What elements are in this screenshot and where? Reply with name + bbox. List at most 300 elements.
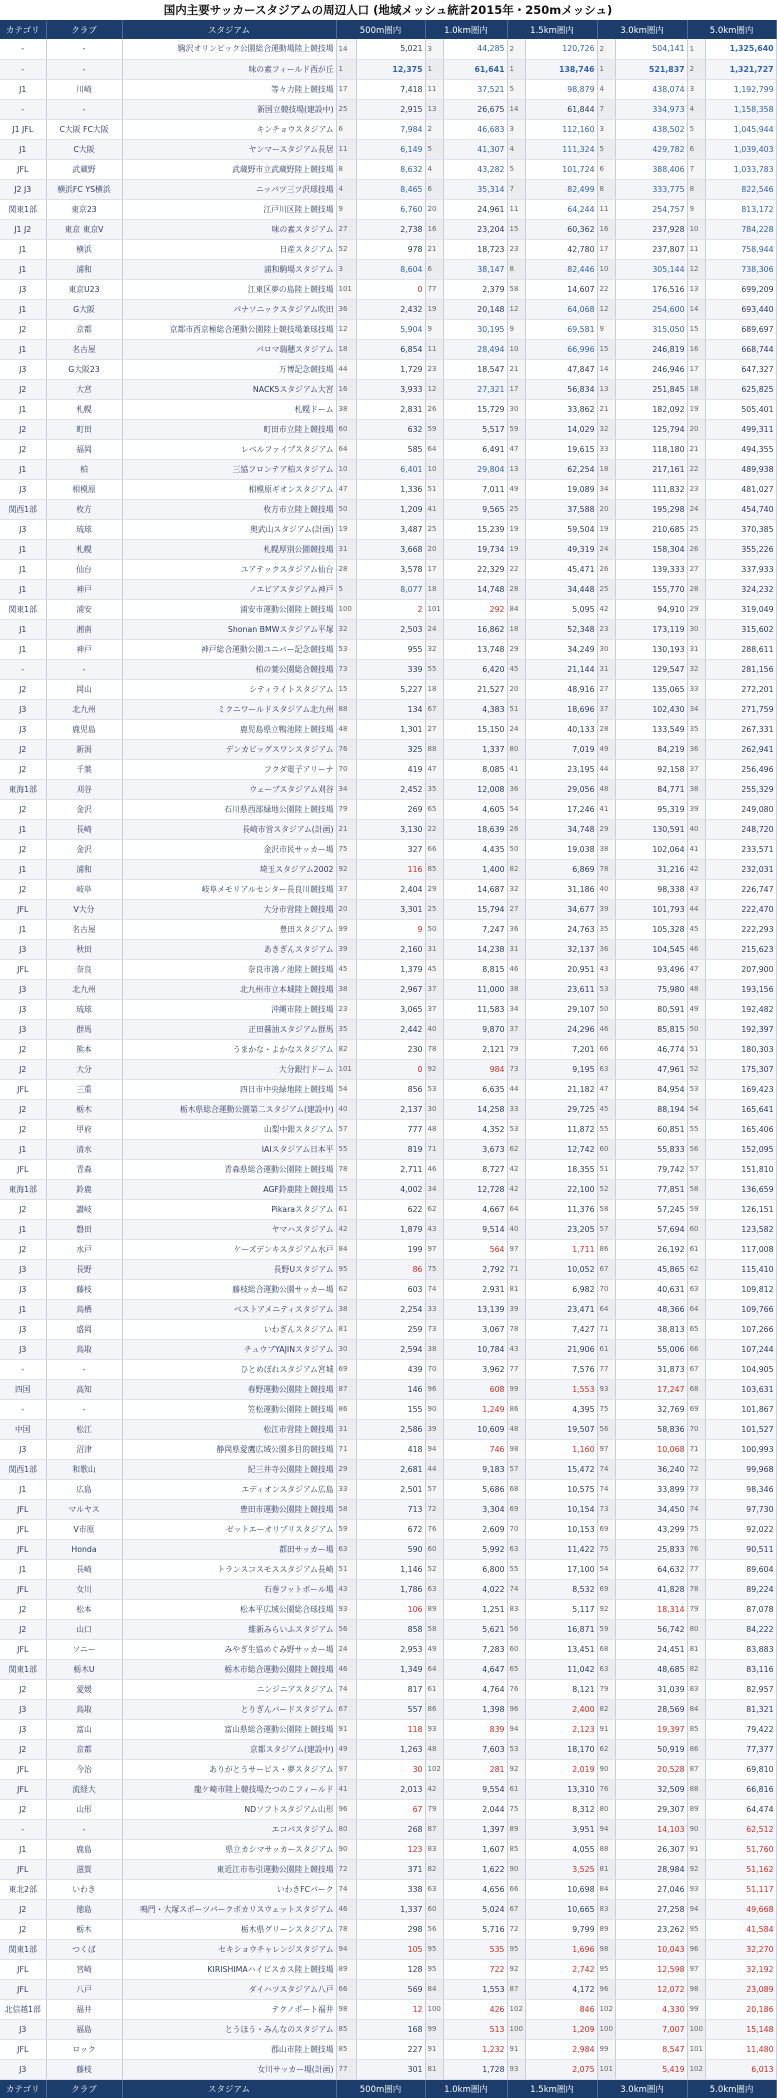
table-row [0, 459, 776, 479]
rank-cell: 21 [507, 359, 525, 379]
header-col-7: 5.0km圏内 [687, 20, 776, 39]
club-cell: 藤枝 [46, 2059, 122, 2079]
population-cell: 14,029 [525, 419, 597, 439]
rank-cell: 64 [336, 439, 356, 459]
population-cell: 693,440 [705, 299, 776, 319]
category-cell: JFL [0, 899, 46, 919]
population-cell: 81,321 [705, 1699, 776, 1719]
population-cell: 338 [356, 1879, 425, 1899]
population-cell: 14,103 [615, 1819, 687, 1839]
population-cell: 14,238 [443, 939, 507, 959]
club-cell: 水戸 [46, 1239, 122, 1259]
population-cell: 165,406 [705, 1119, 776, 1139]
population-cell: 4,330 [615, 1999, 687, 2019]
rank-cell: 88 [687, 1779, 705, 1799]
population-cell: 505,401 [705, 399, 776, 419]
population-cell: 8,547 [615, 2039, 687, 2059]
population-cell: 117,008 [705, 1239, 776, 1259]
population-cell: 93,496 [615, 959, 687, 979]
rank-cell: 3 [425, 39, 443, 59]
category-cell: J2 [0, 1239, 46, 1259]
population-cell: 647,327 [705, 359, 776, 379]
population-cell: 2,019 [525, 1759, 597, 1779]
population-cell: 34,748 [525, 819, 597, 839]
table-row [0, 359, 776, 379]
table-row [0, 1579, 776, 1599]
stadium-cell: 栃木県総合運動公園第二スタジアム(建設中) [122, 1099, 336, 1119]
rank-cell: 27 [597, 679, 615, 699]
rank-cell: 26 [507, 819, 525, 839]
club-cell: 北九州 [46, 979, 122, 999]
rank-cell: 101 [687, 2039, 705, 2059]
stadium-cell: 札幌厚別公園競技場 [122, 539, 336, 559]
rank-cell: 26 [425, 399, 443, 419]
population-cell: 11,422 [525, 1539, 597, 1559]
population-cell: 758,944 [705, 239, 776, 259]
rank-cell: 25 [425, 899, 443, 919]
rank-cell: 36 [507, 779, 525, 799]
population-cell: 1,553 [443, 1979, 507, 1999]
stadium-cell: 相模原ギオンスタジアム [122, 479, 336, 499]
population-cell: 5,227 [356, 679, 425, 699]
rank-cell: 80 [687, 1619, 705, 1639]
table-row [0, 1319, 776, 1339]
population-cell: 4,383 [443, 699, 507, 719]
rank-cell: 27 [425, 719, 443, 739]
category-cell: J1 [0, 619, 46, 639]
population-cell: 5,621 [443, 1619, 507, 1639]
rank-cell: 52 [687, 1059, 705, 1079]
club-cell: 福岡 [46, 439, 122, 459]
population-cell: 12,742 [525, 1139, 597, 1159]
population-cell: 846 [525, 1999, 597, 2019]
population-cell: 564 [443, 1239, 507, 1259]
population-cell: 454,740 [705, 499, 776, 519]
category-cell: J3 [0, 1699, 46, 1719]
table-row [0, 1599, 776, 1619]
population-cell: 262,941 [705, 739, 776, 759]
population-cell: 60,362 [525, 219, 597, 239]
rank-cell: 37 [425, 979, 443, 999]
stadium-cell: ミクニワールドスタジアム北九州 [122, 699, 336, 719]
table-row [0, 1199, 776, 1219]
rank-cell: 15 [336, 1179, 356, 1199]
category-cell: J1 [0, 1219, 46, 1239]
table-row [0, 1979, 776, 1999]
rank-cell: 98 [507, 1439, 525, 1459]
table-row [0, 1099, 776, 1119]
stadium-cell: ベストアメニティスタジアム [122, 1299, 336, 1319]
rank-cell: 84 [687, 1699, 705, 1719]
rank-cell: 19 [425, 299, 443, 319]
club-cell: 奈良 [46, 959, 122, 979]
rank-cell: 29 [425, 879, 443, 899]
rank-cell: 76 [687, 1539, 705, 1559]
club-cell: 栃木U [46, 1659, 122, 1679]
category-cell: J2 [0, 439, 46, 459]
rank-cell: 51 [687, 1039, 705, 1059]
population-cell: 55,833 [615, 1139, 687, 1159]
rank-cell: 46 [336, 1659, 356, 1679]
table-row [0, 699, 776, 719]
population-cell: 64,068 [525, 299, 597, 319]
rank-cell: 98 [336, 1999, 356, 2019]
rank-cell: 8 [597, 179, 615, 199]
population-cell: 102,430 [615, 699, 687, 719]
population-cell: 32,769 [615, 1399, 687, 1419]
rank-cell: 63 [687, 1279, 705, 1299]
rank-cell: 18 [425, 579, 443, 599]
population-cell: 40,133 [525, 719, 597, 739]
population-cell: 42,780 [525, 239, 597, 259]
header-col-3: 500m圏内 [336, 20, 425, 39]
rank-cell: 52 [597, 1179, 615, 1199]
population-cell: 668,744 [705, 339, 776, 359]
header-col-2: スタジアム [122, 20, 336, 39]
rank-cell: 30 [425, 1099, 443, 1119]
rank-cell: 73 [507, 1059, 525, 1079]
category-cell: JFL [0, 1159, 46, 1179]
rank-cell: 18 [687, 379, 705, 399]
rank-cell: 89 [336, 1959, 356, 1979]
population-cell: 94,910 [615, 599, 687, 619]
rank-cell: 64 [425, 439, 443, 459]
rank-cell: 1 [336, 59, 356, 79]
rank-cell: 99 [597, 2039, 615, 2059]
rank-cell: 11 [507, 199, 525, 219]
table-row [0, 239, 776, 259]
population-cell: 22,100 [525, 1179, 597, 1199]
rank-cell: 59 [507, 419, 525, 439]
club-cell: 鈴鹿 [46, 1179, 122, 1199]
rank-cell: 37 [507, 1019, 525, 1039]
rank-cell: 48 [336, 719, 356, 739]
population-cell: 12 [356, 1999, 425, 2019]
population-cell: 169,423 [705, 1079, 776, 1099]
category-cell: 北信越1部 [0, 1999, 46, 2019]
population-cell: 126,151 [705, 1199, 776, 1219]
table-row [0, 639, 776, 659]
population-cell: 176,516 [615, 279, 687, 299]
population-cell: 13,451 [525, 1639, 597, 1659]
population-cell: 2,967 [356, 979, 425, 999]
population-cell: 24,451 [615, 1639, 687, 1659]
club-cell: 福島 [46, 2019, 122, 2039]
population-cell: 8,085 [443, 759, 507, 779]
club-cell: 岐阜 [46, 879, 122, 899]
population-cell: 75,980 [615, 979, 687, 999]
stadium-cell: 藤枝総合運動公園サッカー場 [122, 1279, 336, 1299]
rank-cell: 16 [425, 219, 443, 239]
rank-cell: 14 [687, 299, 705, 319]
category-cell: JFL [0, 1859, 46, 1879]
category-cell: JFL [0, 1499, 46, 1519]
rank-cell: 20 [687, 419, 705, 439]
stadium-cell: 奥武山スタジアム(計画) [122, 519, 336, 539]
rank-cell: 48 [507, 1419, 525, 1439]
population-cell: 61,844 [525, 99, 597, 119]
population-cell: 9,565 [443, 499, 507, 519]
category-cell: J1 JFL [0, 119, 46, 139]
rank-cell: 20 [597, 499, 615, 519]
rank-cell: 10 [336, 459, 356, 479]
rank-cell: 93 [336, 1599, 356, 1619]
rank-cell: 64 [425, 1659, 443, 1679]
rank-cell: 41 [687, 839, 705, 859]
stadium-cell: 石巻フットボール場 [122, 1579, 336, 1599]
category-cell: JFL [0, 1079, 46, 1099]
rank-cell: 40 [687, 819, 705, 839]
rank-cell: 81 [687, 1639, 705, 1659]
population-cell: 173,119 [615, 619, 687, 639]
stadium-cell: 郡山市陸上競技場 [122, 2039, 336, 2059]
club-cell: 岡山 [46, 679, 122, 699]
population-cell: 67 [356, 1799, 425, 1819]
rank-cell: 36 [336, 299, 356, 319]
category-cell: J2 J3 [0, 179, 46, 199]
club-cell: V市原 [46, 1519, 122, 1539]
population-cell: 104,905 [705, 1359, 776, 1379]
rank-cell: 40 [597, 879, 615, 899]
category-cell: J1 [0, 1139, 46, 1159]
population-cell: 7,283 [443, 1639, 507, 1659]
stadium-cell: IAIスタジアム日本平 [122, 1139, 336, 1159]
table-row [0, 1219, 776, 1239]
population-cell: 62,512 [705, 1819, 776, 1839]
rank-cell: 79 [425, 1799, 443, 1819]
stadium-cell: いわきFCパーク [122, 1879, 336, 1899]
rank-cell: 85 [425, 859, 443, 879]
rank-cell: 64 [507, 1199, 525, 1219]
rank-cell: 34 [336, 779, 356, 799]
rank-cell: 12 [687, 259, 705, 279]
rank-cell: 43 [507, 1339, 525, 1359]
category-cell: J1 [0, 579, 46, 599]
population-cell: 13,748 [443, 639, 507, 659]
stadium-cell: 万博記念競技場 [122, 359, 336, 379]
table-row [0, 1899, 776, 1919]
rank-cell: 78 [687, 1579, 705, 1599]
population-cell: 56,834 [525, 379, 597, 399]
population-cell: 10,665 [525, 1899, 597, 1919]
rank-cell: 53 [507, 1739, 525, 1759]
rank-cell: 56 [336, 1619, 356, 1639]
category-cell: J2 [0, 799, 46, 819]
population-cell: 10,784 [443, 1339, 507, 1359]
population-cell: 8,312 [525, 1799, 597, 1819]
stadium-cell: 枚方市立陸上競技場 [122, 499, 336, 519]
rank-cell: 4 [687, 99, 705, 119]
population-cell: 40,631 [615, 1279, 687, 1299]
population-cell: 26,192 [615, 1239, 687, 1259]
rank-cell: 88 [336, 699, 356, 719]
rank-cell: 28 [597, 719, 615, 739]
population-cell: 217,161 [615, 459, 687, 479]
population-cell: 281 [443, 1759, 507, 1779]
rank-cell: 70 [425, 1359, 443, 1379]
population-cell: 105 [356, 1939, 425, 1959]
rank-cell: 86 [597, 1239, 615, 1259]
population-cell: 27,046 [615, 1879, 687, 1899]
population-cell: 438,502 [615, 119, 687, 139]
population-cell: 31,216 [615, 859, 687, 879]
population-cell: 88,194 [615, 1099, 687, 1119]
population-cell: 272,201 [705, 679, 776, 699]
rank-cell: 56 [597, 1419, 615, 1439]
population-cell: 499,311 [705, 419, 776, 439]
stadium-cell: 浦安市運動公園陸上競技場 [122, 599, 336, 619]
stadium-cell: 東近江市布引運動公園陸上競技場 [122, 1859, 336, 1879]
population-cell: 230 [356, 1039, 425, 1059]
population-cell: 15,239 [443, 519, 507, 539]
club-cell: 宮崎 [46, 1959, 122, 1979]
population-cell: 8,727 [443, 1159, 507, 1179]
population-cell: 192,397 [705, 1019, 776, 1039]
stadium-cell: 岐阜メモリアルセンター長良川競技場 [122, 879, 336, 899]
population-cell: 7,576 [525, 1359, 597, 1379]
stadium-cell: 維新みらいふスタジアム [122, 1619, 336, 1639]
rank-cell: 50 [425, 919, 443, 939]
category-cell: 四国 [0, 1379, 46, 1399]
population-cell: 18,355 [525, 1159, 597, 1179]
population-cell: 2,137 [356, 1099, 425, 1119]
stadium-cell: 都田サッカー場 [122, 1539, 336, 1559]
rank-cell: 47 [507, 439, 525, 459]
rank-cell: 69 [507, 1499, 525, 1519]
population-cell: 2,931 [443, 1279, 507, 1299]
table-row [0, 1559, 776, 1579]
category-cell: 東北2部 [0, 1879, 46, 1899]
rank-cell: 65 [687, 1319, 705, 1339]
population-cell: 268 [356, 1819, 425, 1839]
table-row [0, 199, 776, 219]
rank-cell: 87 [336, 1379, 356, 1399]
population-cell: 4,022 [443, 1579, 507, 1599]
stadium-cell: 鹿児島県立鴨池陸上競技場 [122, 719, 336, 739]
category-cell: J1 [0, 819, 46, 839]
population-cell: 32,270 [705, 1939, 776, 1959]
population-cell: 2,594 [356, 1339, 425, 1359]
population-cell: 18,314 [615, 1599, 687, 1619]
club-cell: - [46, 1399, 122, 1419]
population-cell: 557 [356, 1699, 425, 1719]
rank-cell: 89 [507, 1819, 525, 1839]
club-cell: 枚方 [46, 499, 122, 519]
rank-cell: 58 [336, 1499, 356, 1519]
category-cell: J3 [0, 699, 46, 719]
rank-cell: 13 [507, 459, 525, 479]
rank-cell: 22 [597, 279, 615, 299]
population-cell: 1,786 [356, 1579, 425, 1599]
population-cell: 7,984 [356, 119, 425, 139]
rank-cell: 8 [687, 179, 705, 199]
rank-cell: 77 [597, 1359, 615, 1379]
rank-cell: 95 [687, 1919, 705, 1939]
population-cell: 9,195 [525, 1059, 597, 1079]
club-cell: 松本 [46, 1599, 122, 1619]
population-cell: 118,180 [615, 439, 687, 459]
table-row [0, 1459, 776, 1479]
rank-cell: 44 [507, 1079, 525, 1099]
rank-cell: 40 [507, 1219, 525, 1239]
rank-cell: 94 [425, 1439, 443, 1459]
population-cell: 33,862 [525, 399, 597, 419]
stadium-cell: 神戸総合運動公園ユニバー記念競技場 [122, 639, 336, 659]
rank-cell: 54 [336, 1079, 356, 1099]
header-col-1: クラブ [46, 20, 122, 39]
population-cell: 2,742 [525, 1959, 597, 1979]
population-cell: 50,919 [615, 1739, 687, 1759]
stadium-cell: 等々力陸上競技場 [122, 79, 336, 99]
population-cell: 18,696 [525, 699, 597, 719]
table-row [0, 1259, 776, 1279]
category-cell: JFL [0, 1759, 46, 1779]
stadium-cell: あきぎんスタジアム [122, 939, 336, 959]
club-cell: 鳥取 [46, 1339, 122, 1359]
rank-cell: 42 [687, 859, 705, 879]
population-cell: 4,055 [525, 1839, 597, 1859]
population-cell: 64,244 [525, 199, 597, 219]
population-cell: 984 [443, 1059, 507, 1079]
population-cell: 111,324 [525, 139, 597, 159]
population-cell: 222,293 [705, 919, 776, 939]
rank-cell: 101 [336, 1059, 356, 1079]
population-cell: 10,052 [525, 1259, 597, 1279]
rank-cell: 5 [507, 159, 525, 179]
population-cell: 28,494 [443, 339, 507, 359]
club-cell: 千葉 [46, 759, 122, 779]
club-cell: 沼津 [46, 1439, 122, 1459]
table-row [0, 2019, 776, 2039]
population-cell: 12,072 [615, 1979, 687, 1999]
population-cell: 259 [356, 1319, 425, 1339]
table-row [0, 1419, 776, 1439]
rank-cell: 40 [336, 1099, 356, 1119]
rank-cell: 10 [507, 339, 525, 359]
population-cell: 7,418 [356, 79, 425, 99]
stadium-cell: ウェーブスタジアム刈谷 [122, 779, 336, 799]
population-cell: 69,810 [705, 1759, 776, 1779]
table-row [0, 899, 776, 919]
category-cell: J2 [0, 1739, 46, 1759]
stadium-cell: 金沢市民サッカー場 [122, 839, 336, 859]
population-cell: 29,107 [525, 999, 597, 1019]
population-cell: 23,471 [525, 1299, 597, 1319]
stadium-cell: 浦和駒場スタジアム [122, 259, 336, 279]
club-cell: G大阪 [46, 299, 122, 319]
rank-cell: 76 [597, 1779, 615, 1799]
rank-cell: 17 [507, 379, 525, 399]
table-row [0, 159, 776, 179]
rank-cell: 79 [336, 799, 356, 819]
rank-cell: 31 [336, 539, 356, 559]
population-cell: 255,329 [705, 779, 776, 799]
rank-cell: 84 [425, 1979, 443, 1999]
stadium-cell: ノエビアスタジアム神戸 [122, 579, 336, 599]
category-cell: JFL [0, 2039, 46, 2059]
population-cell: 1,607 [443, 1839, 507, 1859]
rank-cell: 41 [507, 759, 525, 779]
population-cell: 1,192,799 [705, 79, 776, 99]
population-cell: 21,906 [525, 1339, 597, 1359]
club-cell: - [46, 659, 122, 679]
rank-cell: 75 [687, 1519, 705, 1539]
population-cell: 237,807 [615, 239, 687, 259]
stadium-cell: 松本平広域公園総合球技場 [122, 1599, 336, 1619]
population-cell: 699,209 [705, 279, 776, 299]
population-cell: 87,078 [705, 1599, 776, 1619]
population-cell: 246,946 [615, 359, 687, 379]
